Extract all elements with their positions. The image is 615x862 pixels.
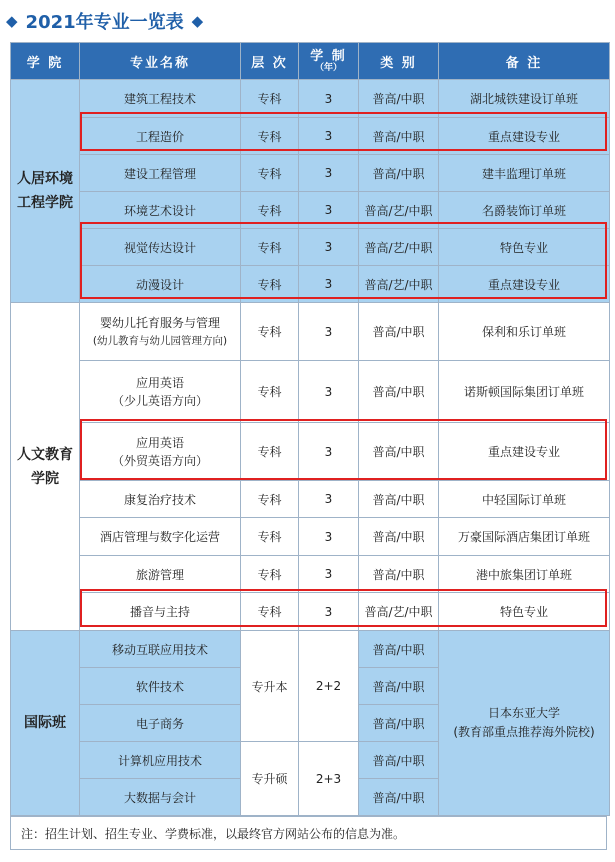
- major-name: 环境艺术设计: [80, 192, 241, 229]
- level: 专科: [241, 556, 299, 593]
- years: 3: [299, 229, 359, 266]
- level: 专科: [241, 266, 299, 303]
- major-name: 动漫设计: [80, 266, 241, 303]
- type: 普高/中职: [359, 80, 439, 118]
- note: 中轻国际订单班: [439, 481, 610, 518]
- header-major: 专业名称: [80, 43, 241, 80]
- level: 专科: [241, 229, 299, 266]
- table-row: [11, 556, 610, 593]
- diamond-icon: ◆: [191, 12, 204, 30]
- note: 建丰监理订单班: [439, 155, 610, 192]
- major-name: 软件技术: [80, 668, 241, 705]
- college-intl: 国际班: [11, 631, 80, 816]
- years: 3: [299, 593, 359, 631]
- years: 3: [299, 80, 359, 118]
- note: 重点建设专业: [439, 266, 610, 303]
- note: 日本东亚大学 (教育部重点推荐海外院校): [439, 631, 610, 816]
- table-row: [11, 593, 610, 631]
- years: 2+2: [299, 631, 359, 742]
- type: 普高/中职: [359, 631, 439, 668]
- note: 名爵装饰订单班: [439, 192, 610, 229]
- major-name: 康复治疗技术: [80, 481, 241, 518]
- level: 专升硕: [241, 742, 299, 816]
- type: 普高/中职: [359, 518, 439, 556]
- table-row: [11, 155, 610, 192]
- type: 普高/中职: [359, 556, 439, 593]
- table-row: [11, 361, 610, 423]
- years: 2+3: [299, 742, 359, 816]
- table-row: [11, 518, 610, 556]
- years: 3: [299, 518, 359, 556]
- level: 专科: [241, 80, 299, 118]
- type: 普高/艺/中职: [359, 229, 439, 266]
- diamond-icon: ◆: [6, 12, 18, 30]
- table-row: [11, 303, 610, 361]
- note: 万豪国际酒店集团订单班: [439, 518, 610, 556]
- type: 普高/中职: [359, 423, 439, 481]
- table-row: [11, 80, 610, 118]
- major-name: 工程造价: [80, 118, 241, 155]
- table-header: [11, 43, 610, 80]
- note: 重点建设专业: [439, 118, 610, 155]
- major-name: 应用英语 （少儿英语方向）: [80, 361, 241, 423]
- type: 普高/中职: [359, 361, 439, 423]
- type: 普高/中职: [359, 668, 439, 705]
- years: 3: [299, 118, 359, 155]
- level: 专科: [241, 303, 299, 361]
- major-name: 应用英语 （外贸英语方向）: [80, 423, 241, 481]
- type: 普高/艺/中职: [359, 593, 439, 631]
- header-note: 备 注: [439, 43, 610, 80]
- type: 普高/艺/中职: [359, 192, 439, 229]
- level: 专科: [241, 593, 299, 631]
- years: 3: [299, 556, 359, 593]
- table-row: [11, 481, 610, 518]
- type: 普高/中职: [359, 118, 439, 155]
- level: 专升本: [241, 631, 299, 742]
- major-name: 计算机应用技术: [80, 742, 241, 779]
- years: 3: [299, 303, 359, 361]
- type: 普高/艺/中职: [359, 266, 439, 303]
- level: 专科: [241, 518, 299, 556]
- page-title: [6, 8, 203, 34]
- header-college: 学 院: [11, 43, 80, 80]
- major-name: 酒店管理与数字化运营: [80, 518, 241, 556]
- table-row: [11, 118, 610, 155]
- years: 3: [299, 155, 359, 192]
- major-name: 大数据与会计: [80, 779, 241, 816]
- note: 港中旅集团订单班: [439, 556, 610, 593]
- table-row: [11, 266, 610, 303]
- level: 专科: [241, 118, 299, 155]
- type: 普高/中职: [359, 742, 439, 779]
- level: 专科: [241, 361, 299, 423]
- major-name: 建筑工程技术: [80, 80, 241, 118]
- years: 3: [299, 266, 359, 303]
- major-name: 视觉传达设计: [80, 229, 241, 266]
- level: 专科: [241, 192, 299, 229]
- note: 保利和乐订单班: [439, 303, 610, 361]
- years: 3: [299, 361, 359, 423]
- header-level: 层 次: [241, 43, 299, 80]
- header-type: 类 别: [359, 43, 439, 80]
- footnote: 注：招生计划、招生专业、学费标准，以最终官方网站公布的信息为准。: [10, 816, 607, 850]
- major-name: 婴幼儿托育服务与管理 (幼儿教育与幼儿园管理方向): [80, 303, 241, 361]
- years: 3: [299, 481, 359, 518]
- note: 诺斯顿国际集团订单班: [439, 361, 610, 423]
- major-table: [10, 42, 610, 816]
- college-renju: 人居环境 工程学院: [11, 80, 80, 303]
- note: 特色专业: [439, 229, 610, 266]
- table-row: [11, 631, 610, 668]
- title-text: 2021年专业一览表: [25, 12, 184, 33]
- major-name: 建设工程管理: [80, 155, 241, 192]
- major-name: 移动互联应用技术: [80, 631, 241, 668]
- type: 普高/中职: [359, 779, 439, 816]
- type: 普高/中职: [359, 155, 439, 192]
- years: 3: [299, 192, 359, 229]
- years: 3: [299, 423, 359, 481]
- table-row: [11, 423, 610, 481]
- college-renwen: 人文教育 学院: [11, 303, 80, 631]
- type: 普高/中职: [359, 303, 439, 361]
- header-years: 学 制 （年）: [299, 43, 359, 80]
- table-row: [11, 229, 610, 266]
- level: 专科: [241, 481, 299, 518]
- type: 普高/中职: [359, 481, 439, 518]
- note: 重点建设专业: [439, 423, 610, 481]
- note: 湖北城铁建设订单班: [439, 80, 610, 118]
- major-name: 播音与主持: [80, 593, 241, 631]
- level: 专科: [241, 155, 299, 192]
- table-row: [11, 192, 610, 229]
- note: 特色专业: [439, 593, 610, 631]
- level: 专科: [241, 423, 299, 481]
- major-name: 旅游管理: [80, 556, 241, 593]
- major-name: 电子商务: [80, 705, 241, 742]
- type: 普高/中职: [359, 705, 439, 742]
